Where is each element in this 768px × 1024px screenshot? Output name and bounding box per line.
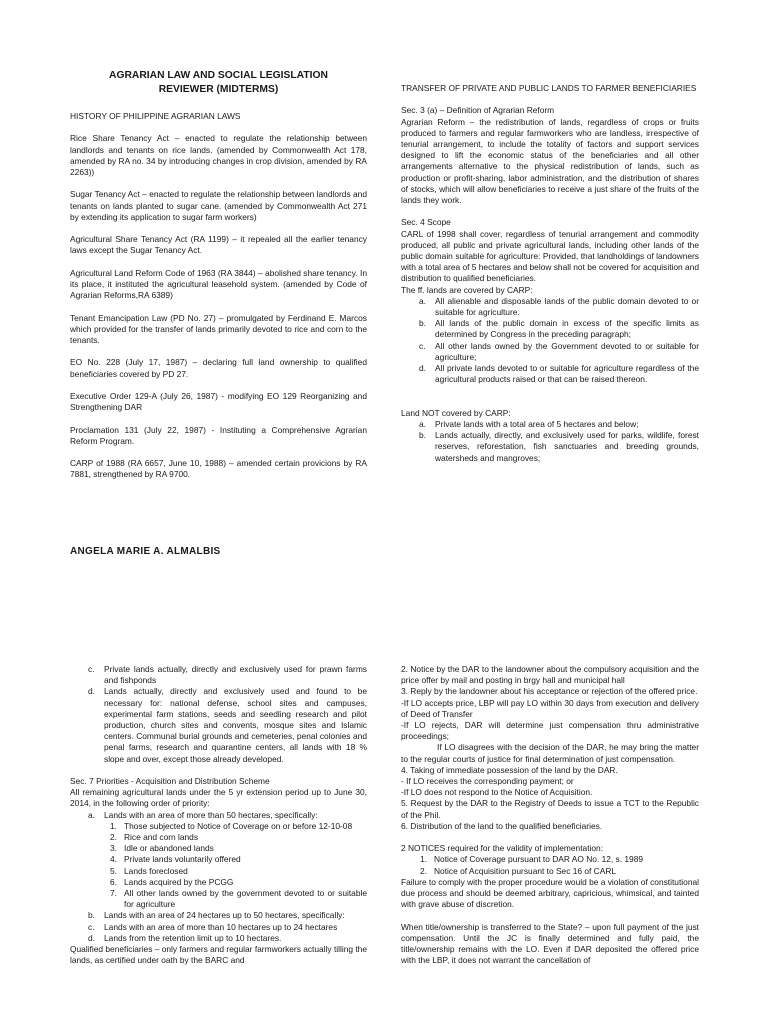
document-title	[70, 69, 367, 96]
page1-right-column	[401, 83, 699, 464]
failure-paragraph: Failure to comply with the proper procedure would be a violation of constitutional due process and should be deemed arbitrary, capricious, whimsical, and tainted with grave abuse of discretion.	[401, 876, 699, 910]
history-paragraph: EO No. 228 (July 17, 1987) – declaring full land ownership to qualified beneficiaries covered by PD 27.	[70, 357, 367, 379]
list-item: a. Private lands with a total area of 5 hectares and below;	[419, 419, 639, 430]
list-item: a. Lands with an area of more than 50 hectares, specifically:	[88, 809, 318, 820]
list-item: d. Lands from the retention limit up to 10 hectares.	[88, 932, 282, 943]
history-paragraph: Tenant Emancipation Law (PD No. 27) – promulgated by Ferdinand E. Marcos which provided for the transfer of lands primarily devoted to rice and corn to the tenants.	[70, 312, 367, 345]
list-item: 7. All other lands owned by the government devoted to or suitable for agriculture	[110, 888, 367, 910]
title-line-1: AGRARIAN LAW AND SOCIAL LEGISLATION	[109, 70, 328, 81]
sec7-title: Sec. 7 Priorities - Acquisition and Distribution Scheme	[70, 776, 270, 787]
history-paragraph: Proclamation 131 (July 22, 1987) - Instituting a Comprehensive Agrarian Reform Program.	[70, 424, 367, 446]
list-item: 1. Those subjected to Notice of Coverage on or before 12-10-08	[110, 820, 353, 831]
sec4-body: CARL of 1998 shall cover, regardless of tenurial arrangement and commodity produced, all public and private agricultural lands, including other lands of the public domain suitable for agriculture: Provided, that landholdings of landowners with a total area of 5 hectares and below shall not be covered for acquisition and distribution to qualified beneficiaries.	[401, 228, 699, 284]
sec4-title: Sec. 4 Scope	[401, 217, 451, 228]
covered-intro: The ff. lands are covered by CARP:	[401, 284, 533, 295]
list-item: 2. Rice and corn lands	[110, 832, 199, 843]
list-item: d. All private lands devoted to or suitable for agriculture regardless of the agricultural products raised or that can be raised thereon.	[419, 363, 699, 385]
list-item: 4. Private lands voluntarily offered	[110, 854, 241, 865]
procedure-step: 4. Taking of immediate possession of the land by the DAR.	[401, 764, 618, 775]
list-item: c. All other lands owned by the Government devoted to or suitable for agriculture;	[419, 340, 699, 362]
page2-right-column	[401, 664, 699, 966]
list-item: b. All lands of the public domain in excess of the specific limits as determined by Congress in the preceding paragraph;	[419, 318, 699, 340]
history-paragraph: Rice Share Tenancy Act – enacted to regulate the relationship between landlords and tenants on rice lands. (amended by Commonwealth Act 178, amended by RA no. 34 by introducing changes in crop division, amended by RA 2263))	[70, 133, 367, 177]
author-name: ANGELA MARIE A. ALMALBIS	[70, 546, 221, 557]
title-transfer-paragraph: When title/ownership is transferred to the State? – upon full payment of the just compensation. Until the JC is finally determined and fully paid, the title/ownership remains with the LO. Even if DAR deposited the offered price with the LBP, it does not warrant the cancellation of	[401, 921, 699, 966]
procedure-step: - If LO receives the corresponding payment; or	[401, 776, 574, 787]
list-item: 1. Notice of Coverage pursuant to DAR AO No. 12, s. 1989	[420, 854, 644, 865]
history-paragraph: Sugar Tenancy Act – enacted to regulate the relationship between landlords and tenants on lands planted to sugar cane. (amended by Commonwealth Act 271 by extending its application to sugar farm workers)	[70, 189, 367, 222]
list-item: 6. Lands acquired by the PCGG	[110, 876, 234, 887]
history-paragraph: Agricultural Share Tenancy Act (RA 1199) – it repealed all the earlier tenancy laws except the Sugar Tenancy Act.	[70, 234, 367, 256]
history-heading: HISTORY OF PHILIPPINE AGRARIAN LAWS	[70, 111, 241, 121]
list-item: b. Lands with an area of 24 hectares up to 50 hectares, specifically:	[88, 910, 345, 921]
notices-title: 2 NOTICES required for the validity of implementation:	[401, 843, 604, 854]
history-paragraph: Executive Order 129-A (July 26, 1987) - modifying EO 129 Reorganizing and Strengthening DAR	[70, 390, 367, 413]
page1-left-column	[70, 111, 367, 481]
procedure-step: 3. Reply by the landowner about his acceptance or rejection of the offered price.	[401, 686, 698, 697]
procedure-step: 5. Request by the DAR to the Registry of Deeds to issue a TCT to the Republic of the Phil.	[401, 798, 699, 820]
procedure-step: -If LO rejects, DAR will determine just compensation thru administrative proceedings;	[401, 720, 699, 742]
not-covered-title: Land NOT covered by CARP:	[401, 407, 511, 418]
sec3-body: Agrarian Reform – the redistribution of lands, regardless of crops or fruits produced to farmers and regular farmworkers who are landless, irrespective of tenurial arrangement, to include the totality of factors and support services designed to lift the economic status of the beneficiaries and all other arrangements alternative to the physical redistribution of lands, such as production or profit-sharing, labor administration, and the distribution of shares of stocks, which will allow beneficiaries to receive a just share of the fruits of the lands they work.	[401, 116, 699, 206]
list-item: 3. Idle or abandoned lands	[110, 843, 214, 854]
procedure-step: 6. Distribution of the land to the qualified beneficiaries.	[401, 820, 603, 831]
procedure-step: -If LO does not respond to the Notice of Acquisition.	[401, 787, 593, 798]
list-item: b. Lands actually, directly, and exclusively used for parks, wildlife, forest reserves, reforestation, fish sanctuaries and breeding grounds, watersheds and mangroves;	[419, 430, 699, 463]
list-item: c. Private lands actually, directly and exclusively used for prawn farms and fishponds	[88, 664, 367, 686]
history-paragraph: Agricultural Land Reform Code of 1963 (RA 3844) – abolished share tenancy. In its place, it instituted the agricultural leasehold system. (amended by Code of Agrarian Reforms,RA 6389)	[70, 267, 367, 301]
sec3-title: Sec. 3 (a) – Definition of Agrarian Reform	[401, 105, 555, 116]
history-paragraph: CARP of 1988 (RA 6657, June 10, 1988) – amended certain provicions by RA 7881, strengthened by RA 9700.	[70, 458, 367, 480]
procedure-step: 2. Notice by the DAR to the landowner about the compulsory acquisition and the price offer by mail and posting in brgy hall and municipal hall	[401, 664, 699, 686]
sec7-intro: All remaining agricultural lands under the 5 yr extension period up to June 30, 2014, in the following order of priority:	[70, 787, 367, 809]
title-line-2: REVIEWER (MIDTERMS)	[158, 83, 279, 95]
list-item: 5. Lands foreclosed	[110, 865, 188, 876]
page2-left-column	[70, 664, 367, 966]
list-item: 2. Notice of Acquisition pursuant to Sec 16 of CARL	[420, 865, 617, 876]
qualified-beneficiaries: Qualified beneficiaries – only farmers and regular farmworkers actually tilling the lands, as certified under oath by the BARC and	[70, 944, 367, 966]
procedure-step: -If LO accepts price, LBP will pay LO within 30 days from execution and delivery of Deed of Transfer	[401, 697, 699, 719]
lo-disagrees: If LO disagrees with the decision of the DAR, he may bring the matter to the regular courts of justice for final determination of just compensation.	[401, 742, 699, 764]
section-heading: TRANSFER OF PRIVATE AND PUBLIC LANDS TO FARMER BENEFICIARIES	[401, 83, 697, 93]
list-item: a. All alienable and disposable lands of the public domain devoted to or suitable for agriculture.	[419, 295, 699, 318]
list-item: c. Lands with an area of more than 10 hectares up to 24 hectares	[88, 921, 338, 932]
list-item: d. Lands actually, directly and exclusively used and found to be necessary for: national defense, school sites and campuses, experimental farm stations, seeds and seedling research and pilot production, church sites and convents, mosque sites and Islamic centers. Communal burial grounds and cemeteries, penal colonies and penal farms, research and quarantine centers, all lands with 18 % slope and over, except those already developed.	[88, 686, 367, 764]
